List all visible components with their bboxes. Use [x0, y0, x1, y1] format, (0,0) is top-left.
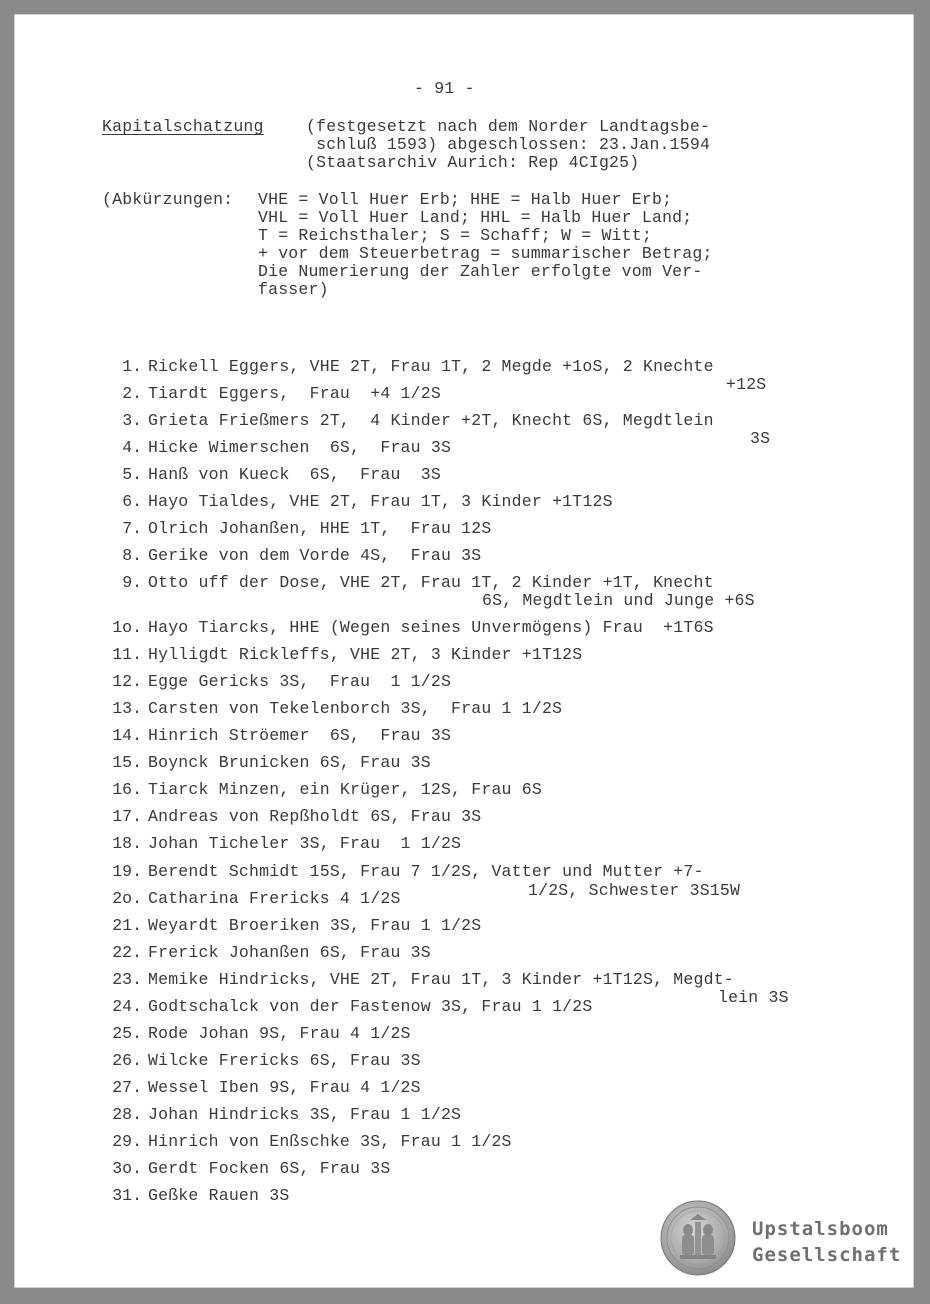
society-name-line1: Upstalsboom [752, 1218, 889, 1240]
entry-number: 2o. [112, 889, 142, 908]
entry-number: 18. [112, 834, 142, 853]
page-number: - 91 - [414, 79, 475, 98]
document-page [14, 14, 914, 1288]
entry-text: Rode Johan 9S, Frau 4 1/2S [148, 1024, 411, 1043]
entry-number: 14. [112, 726, 142, 745]
entry-text: Otto uff der Dose, VHE 2T, Frau 1T, 2 Kinder +1T, Knecht [148, 573, 714, 592]
society-name-line2: Gesellschaft [752, 1244, 902, 1266]
entry-number: 9. [122, 573, 142, 592]
entry-number: 3o. [112, 1159, 142, 1178]
entry-number: 5. [122, 465, 142, 484]
entry-number: 26. [112, 1051, 142, 1070]
entry-number: 7. [122, 519, 142, 538]
entry-number: 2. [122, 384, 142, 403]
entry-text: Hinrich Ströemer 6S, Frau 3S [148, 726, 452, 745]
entry-text: Boynck Brunicken 6S, Frau 3S [148, 753, 431, 772]
entry-number: 16. [112, 780, 142, 799]
entry-number: 25. [112, 1024, 142, 1043]
entry-text: Wilcke Frericks 6S, Frau 3S [148, 1051, 421, 1070]
entry-number: 6. [122, 492, 142, 511]
entry-number: 8. [122, 546, 142, 565]
entry-text: Hylligdt Rickleffs, VHE 2T, 3 Kinder +1T12S [148, 645, 583, 664]
entry-text: Rickell Eggers, VHE 2T, Frau 1T, 2 Megde +1oS, 2 Knechte [148, 357, 714, 376]
entry-number: 28. [112, 1105, 142, 1124]
entry-text: Hayo Tialdes, VHE 2T, Frau 1T, 3 Kinder +1T12S [148, 492, 613, 511]
entry-number: 27. [112, 1078, 142, 1097]
entry-text: Andreas von Repßholdt 6S, Frau 3S [148, 807, 482, 826]
entry-continuation: +12S [726, 375, 767, 394]
entry-number: 1o. [112, 618, 142, 637]
entry-number: 24. [112, 997, 142, 1016]
entry-text: Memike Hindricks, VHE 2T, Frau 1T, 3 Kinder +1T12S, Megdt- [148, 970, 734, 989]
entry-text: Olrich Johanßen, HHE 1T, Frau 12S [148, 519, 492, 538]
entry-number: 4. [122, 438, 142, 457]
entry-number: 17. [112, 807, 142, 826]
abbreviations-list: VHE = Voll Huer Erb; HHE = Halb Huer Erb; VHL = Voll Huer Land; HHL = Halb Huer Land; T = Reichsthaler; S = Schaff; W = Witt; + vor dem Steuerbetrag = summarischer Betrag; Die Numerierung der Zahler erfolgte vom Ver- fasser) [258, 190, 713, 299]
entry-text: Carsten von Tekelenborch 3S, Frau 1 1/2S [148, 699, 563, 718]
taxpayer-list [14, 14, 914, 1288]
entry-text: Johan Hindricks 3S, Frau 1 1/2S [148, 1105, 462, 1124]
entry-continuation: 6S, Megdtlein und Junge +6S [482, 591, 755, 610]
entry-number: 21. [112, 916, 142, 935]
entry-continuation: lein 3S [718, 988, 789, 1007]
entry-text: Hanß von Kueck 6S, Frau 3S [148, 465, 441, 484]
entry-text: Catharina Frericks 4 1/2S [148, 889, 401, 908]
entry-text: Tiardt Eggers, Frau +4 1/2S [148, 384, 441, 403]
entry-number: 11. [112, 645, 142, 664]
entry-text: Godtschalck von der Fastenow 3S, Frau 1 1/2S [148, 997, 593, 1016]
entry-number: 22. [112, 943, 142, 962]
entry-number: 13. [112, 699, 142, 718]
entry-text: Gerdt Focken 6S, Frau 3S [148, 1159, 391, 1178]
entry-text: Frerick Johanßen 6S, Frau 3S [148, 943, 431, 962]
entry-continuation: 3S [750, 429, 771, 448]
entry-text: Wessel Iben 9S, Frau 4 1/2S [148, 1078, 421, 1097]
entry-text: Geßke Rauen 3S [148, 1186, 290, 1205]
entry-text: Hinrich von Enßschke 3S, Frau 1 1/2S [148, 1132, 512, 1151]
entry-text: Hayo Tiarcks, HHE (Wegen seines Unvermögens) Frau +1T6S [148, 618, 714, 637]
entry-text: Grieta Frießmers 2T, 4 Kinder +2T, Knecht 6S, Megdtlein [148, 411, 714, 430]
entry-number: 29. [112, 1132, 142, 1151]
entry-text: Weyardt Broeriken 3S, Frau 1 1/2S [148, 916, 482, 935]
entry-text: Johan Ticheler 3S, Frau 1 1/2S [148, 834, 462, 853]
entry-number: 19. [112, 862, 142, 881]
document-title: Kapitalschatzung [102, 117, 264, 136]
abbreviations-label: (Abkürzungen: [102, 190, 234, 209]
entry-continuation: 1/2S, Schwester 3S15W [528, 881, 741, 900]
document-source-note: (festgesetzt nach dem Norder Landtagsbe- schluß 1593) abgeschlossen: 23.Jan.1594 (Staatsarchiv Aurich: Rep 4CIg25) [306, 117, 711, 172]
entry-text: Egge Gericks 3S, Frau 1 1/2S [148, 672, 452, 691]
entry-text: Tiarck Minzen, ein Krüger, 12S, Frau 6S [148, 780, 542, 799]
society-seal-icon [660, 1200, 736, 1276]
entry-number: 1. [122, 357, 142, 376]
entry-number: 31. [112, 1186, 142, 1205]
entry-text: Gerike von dem Vorde 4S, Frau 3S [148, 546, 482, 565]
entry-text: Hicke Wimerschen 6S, Frau 3S [148, 438, 452, 457]
entry-text: Berendt Schmidt 15S, Frau 7 1/2S, Vatter und Mutter +7- [148, 862, 704, 881]
entry-number: 12. [112, 672, 142, 691]
entry-number: 23. [112, 970, 142, 989]
entry-number: 15. [112, 753, 142, 772]
entry-number: 3. [122, 411, 142, 430]
